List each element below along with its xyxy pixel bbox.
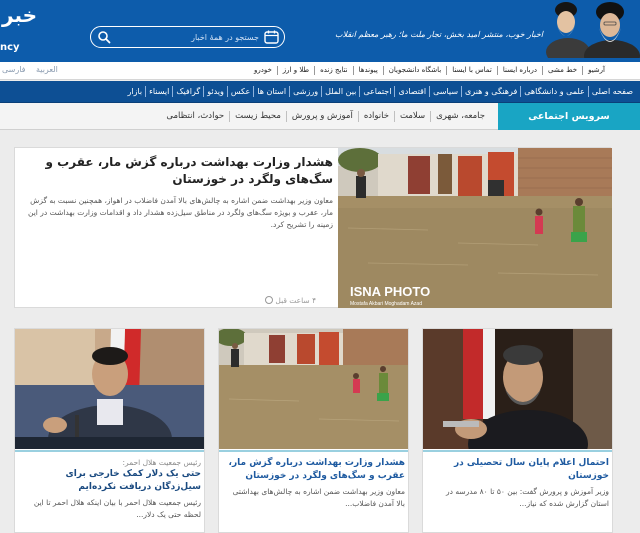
main-nav xyxy=(0,81,640,103)
header-tagline: اخبار خوب، منتشر امید بخش، تجار ملت ما؛ رهبر معظم انقلاب xyxy=(335,30,543,39)
top-link-links[interactable]: پیوندها xyxy=(353,66,383,75)
leaders-portrait xyxy=(544,0,640,58)
news-card[interactable] xyxy=(14,328,205,533)
nav-photo[interactable]: عکس xyxy=(227,86,253,97)
clock-icon xyxy=(265,296,273,304)
card-text xyxy=(21,457,201,520)
card-title[interactable]: احتمال اعلام پایان سال تحصیلی در خوزستان xyxy=(453,458,609,481)
tab-health[interactable]: سلامت xyxy=(394,111,430,122)
featured-timestamp xyxy=(263,296,316,305)
top-links-list xyxy=(249,66,610,75)
tab-incidents[interactable]: حوادث، انتظامی xyxy=(166,111,225,121)
nav-market[interactable]: بازار xyxy=(127,87,143,96)
card-divider xyxy=(15,450,204,452)
card-photo-flood[interactable] xyxy=(219,329,408,449)
featured-text xyxy=(21,154,333,231)
language-farsi[interactable]: فارسی xyxy=(2,65,26,74)
nav-economy[interactable]: اقتصادی xyxy=(394,86,429,97)
search-input[interactable] xyxy=(113,29,259,45)
nav-society[interactable]: اجتماعی xyxy=(359,86,394,97)
top-link-cars[interactable]: خودرو xyxy=(253,66,272,74)
top-links-bar xyxy=(0,62,640,80)
card-divider xyxy=(423,450,612,452)
top-link-policy[interactable]: خط مشی xyxy=(542,66,582,75)
news-card[interactable] xyxy=(218,328,409,533)
card-title[interactable]: هشدار وزارت بهداشت درباره گزش مار، عقرب و سگ‌های ولگرد در خوزستان xyxy=(228,458,405,481)
card-lead: وزیر آموزش و پرورش گفت: بین ۵۰ تا ۸۰ مدرسه در استان گزارش شده که نیاز... xyxy=(446,487,609,508)
nav-isnaa[interactable]: ایسناء xyxy=(145,86,172,97)
nav-politics[interactable]: سیاسی xyxy=(429,86,461,97)
top-link-students-club[interactable]: باشگاه دانشجویان xyxy=(383,66,446,75)
card-photo-education-minister[interactable] xyxy=(423,329,612,449)
top-link-about[interactable]: درباره ایسنا xyxy=(497,66,542,75)
nav-international[interactable]: بین الملل xyxy=(321,86,359,97)
service-tabs xyxy=(161,111,490,122)
card-text xyxy=(429,457,609,509)
card-photo-red-crescent-chief[interactable] xyxy=(15,329,204,449)
nav-graphic[interactable]: گرافیک xyxy=(172,86,203,97)
language-arabic[interactable]: العربية xyxy=(36,65,58,74)
service-bar xyxy=(0,103,640,130)
main-nav-list xyxy=(125,86,636,97)
featured-title[interactable]: هشدار وزارت بهداشت درباره گزش مار، عقرب و سگ‌های ولگرد در خوزستان xyxy=(45,155,333,186)
featured-lead: معاون وزیر بهداشت ضمن اشاره به چالش‌های بالا آمدن فاضلاب در اهواز، همچنین نسبت به گزش مار، عقرب و بویژه سگ‌های ولگرد در مناطق سیل‌زده هشدار داد و اقدامات وزارت بهداشت در این زمینه را تشریح کرد. xyxy=(28,196,333,229)
nav-home[interactable]: صفحه اصلی xyxy=(588,86,636,97)
card-lead: معاون وزیر بهداشت ضمن اشاره به چالش‌های بهداشتی بالا آمدن فاضلاب... xyxy=(232,487,405,508)
nav-culture[interactable]: فرهنگی و هنری xyxy=(461,86,520,97)
top-link-gold-currency[interactable]: طلا و ارز xyxy=(277,66,314,75)
photo-credit: Mostafa Akbari Moghadam Azad xyxy=(350,301,422,307)
top-link-live-results[interactable]: نتایج زنده xyxy=(314,66,353,75)
tab-environment[interactable]: محیط زیست xyxy=(229,111,286,122)
tab-education[interactable]: آموزش و پرورش xyxy=(286,111,358,122)
tab-society-urban[interactable]: جامعه، شهری xyxy=(430,111,490,122)
featured-time-text: ۴ ساعت قبل xyxy=(275,296,317,305)
tab-family[interactable]: خانواده xyxy=(358,111,394,122)
search-box xyxy=(90,26,285,48)
card-lead: رئیس جمعیت هلال احمر با بیان اینکه هلال احمر تا این لحظه حتی یک دلار... xyxy=(33,498,201,519)
search-icon[interactable] xyxy=(97,30,111,44)
nav-video[interactable]: ویدئو xyxy=(203,86,227,97)
nav-science[interactable]: علمی و دانشگاهی xyxy=(520,86,588,97)
calendar-icon[interactable] xyxy=(264,30,279,44)
photo-watermark: ISNA PHOTO xyxy=(350,284,431,299)
card-divider xyxy=(219,450,408,452)
logo-word: ncy xyxy=(0,42,20,53)
featured-story[interactable] xyxy=(14,147,611,308)
site-header xyxy=(0,0,640,62)
logo-glyph: خبر xyxy=(2,3,38,27)
card-title[interactable]: حتی یک دلار کمک خارجی برای سیل‌زدگان دریافت نکرده‌ایم xyxy=(65,469,201,492)
top-link-archive[interactable]: آرشیو xyxy=(582,66,610,75)
nav-provinces[interactable]: استان ها xyxy=(253,86,289,97)
card-text xyxy=(225,457,405,509)
nav-sports[interactable]: ورزشی xyxy=(289,86,321,97)
featured-photo[interactable] xyxy=(338,148,612,308)
top-link-contact[interactable]: تماس با ایسنا xyxy=(446,66,497,75)
card-kicker: رئیس جمعیت هلال احمر: xyxy=(122,458,201,467)
service-label[interactable]: سرویس اجتماعی xyxy=(498,103,640,130)
site-logo[interactable] xyxy=(0,0,38,62)
news-card[interactable] xyxy=(422,328,613,533)
